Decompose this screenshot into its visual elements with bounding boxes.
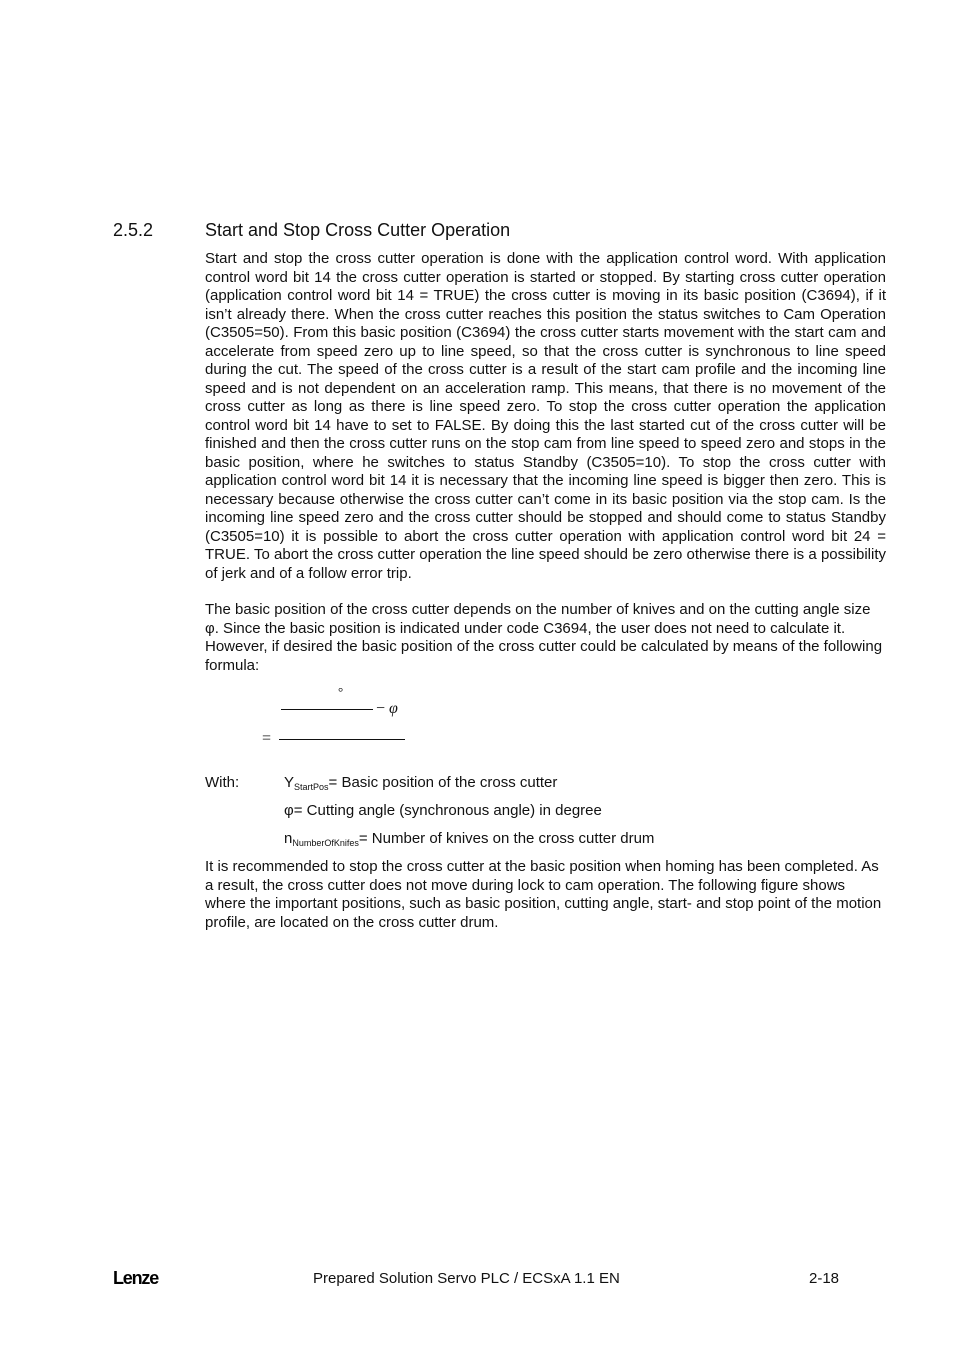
definition-nknives: $n_{NumberOfKnifes}=$ Number of knives on the cross cutter drum: [284, 830, 655, 848]
paragraph-homing: It is recommended to stop the cross cutter at the basic position when homing has been completed. As a result, the cross cutter does not move during lock to cam operation. The following figure shows where the important positions, such as basic position, cutting angle, start- and stop point of the motion profile, are located on the cross cutter drum.: [205, 858, 882, 931]
formula-minus-phi: − φ: [376, 700, 398, 717]
formula-equals: =: [262, 730, 272, 747]
definitions-label: With:: [205, 774, 240, 791]
formula-fraction-line-inner: [281, 709, 373, 710]
definition-ystartpos: $Y_{StartPos}=$ Basic position of the cross cutter: [284, 774, 558, 792]
section-number: 2.5.2: [113, 220, 154, 240]
page-number: 2-18: [809, 1270, 840, 1287]
formula: [262, 684, 422, 754]
section-title: Start and Stop Cross Cutter Operation: [205, 220, 511, 240]
formula-degree: °: [338, 684, 344, 699]
formula-fraction-line-outer: [279, 739, 405, 740]
paragraph-operation: Start and stop the cross cutter operation is done with the application control word. With application control word bit 14 the cross cutter operation is started or stopped. By starting cross cutter operation (application control word bit 14 = TRUE) the cross cutter is moving in its basic position (C3694), if it isn’t already there. When the cross cutter reaches this position the status switches to Cam Operation (C3505=50). From this basic position (C3694) the cross cutter starts movement with the start cam and accelerate from speed zero up to line speed, so that the cross cutter is synchronous to line speed during the cut. The speed of the cross cutter is a result of the start cam profile and the incoming line speed and is not dependent on an acceleration ramp. This means, that there is no movement of the cross cutter as long as there is line speed zero. To stop the cross cutter operation the application control word bit 14 have to set to FALSE. By doing this the last started cut of the cross cutter will be finished and then the cross cutter runs on the stop cam from line speed to speed zero and stops in the basic position, where he switches to status Standby (C3505=10). To stop the cross cutter with application control word bit 14 it is necessary that the incoming line speed is bigger then zero. This is necessary because otherwise the cross cutter can’t come in its basic position via the stop cam. Is the incoming line speed zero and the cross cutter should be stopped and should come to status Standby (C3505=10) it is possible to abort the cross cutter operation with application control word bit 24 = TRUE. To abort the cross cutter operation the line speed should be zero otherwise there is a possibility of jerk and of a follow error trip.: [205, 250, 886, 582]
paragraph-basic-position: The basic position of the cross cutter depends on the number of knives and on the cutting angle size φ. Since the basic position is indicated under code C3694, the user does not need to calculate it. However, if desired the basic position of the cross cutter could be calculated by means of the following formula:: [205, 601, 883, 674]
definition-phi: φ= Cutting angle (synchronous angle) in degree: [284, 802, 602, 819]
lenze-logo: Lenze: [113, 1268, 159, 1288]
footer-title: Prepared Solution Servo PLC / ECSxA 1.1 EN: [313, 1270, 620, 1287]
